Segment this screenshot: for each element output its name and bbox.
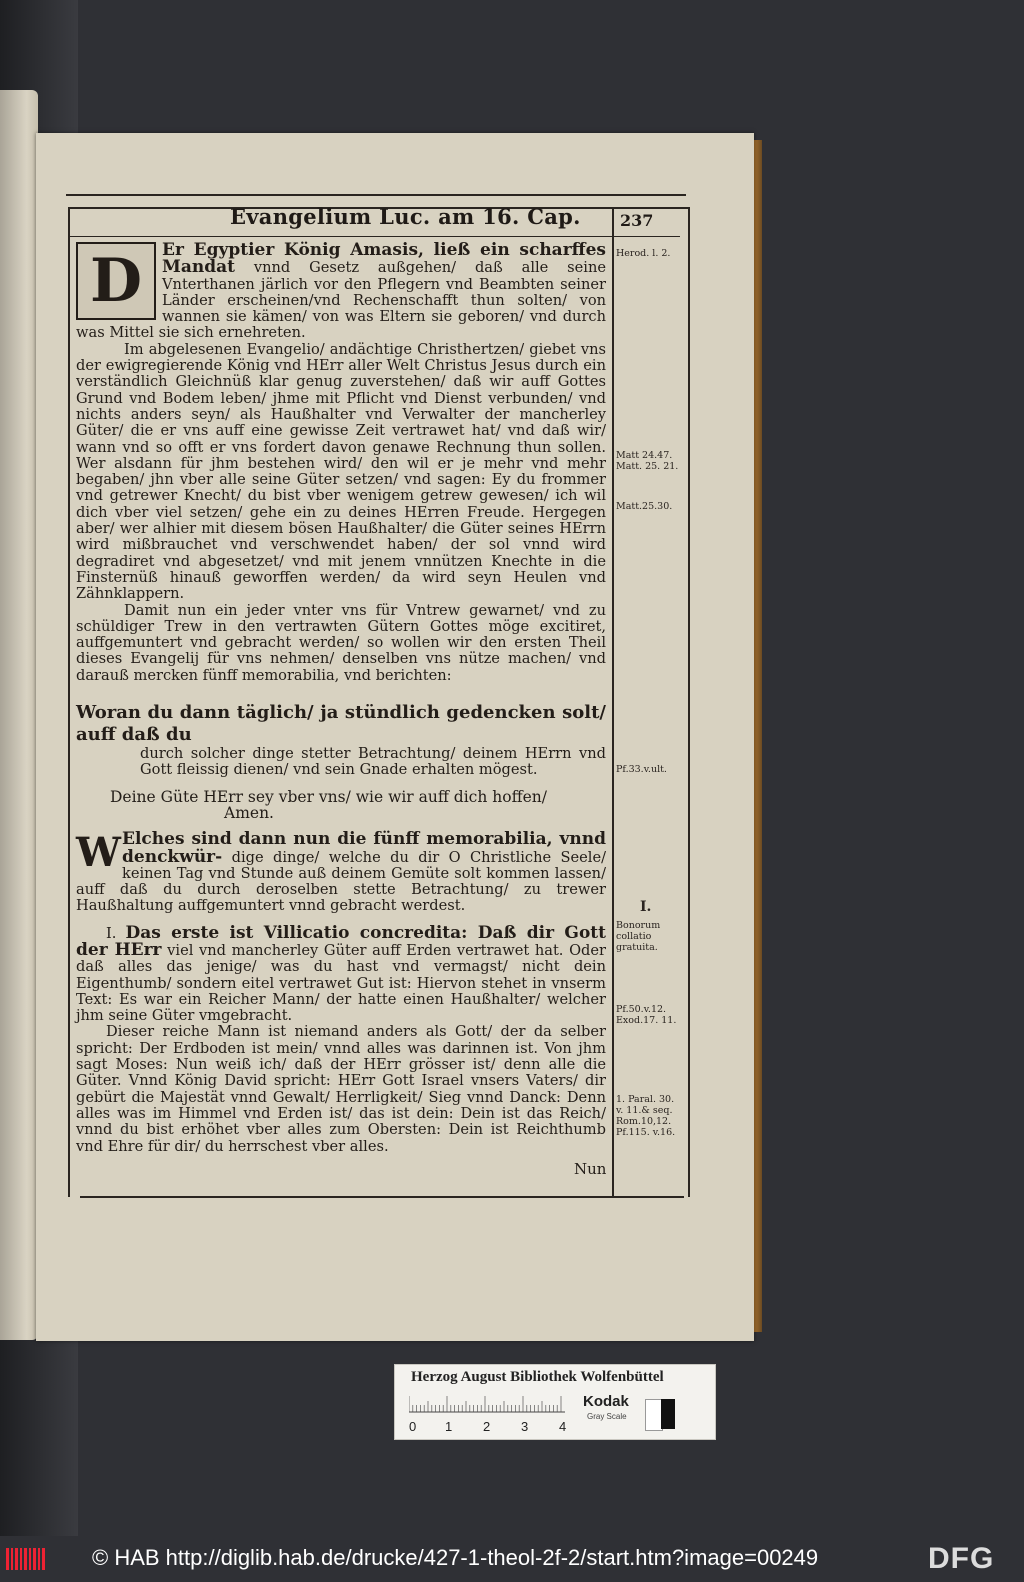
margin-note-matt-25: Matt.25.30. [616,501,673,512]
paragraph-1 [76,242,606,342]
paragraph-3: Damit nun ein jeder vnter vns für Vntrew gewarnet/ vnd zu schüldiger Trew in den vertrawten Gütern Gottes möge excitiret, auffgemuntert vnd gebracht werden/ so wollen wir den ersten Theil dieses Evangelij für vns nehmen/ denselben vns nütze machen/ vnd darauß mercken fünff memorabilia, vnd berichten: [76,601,606,684]
paragraph-5-text: viel vnd mancherley Güter auff Erden vertrawet hat. Oder daß alles das jenige/ was du hast vnd vermagst/ nicht dein Eigenthumb/ sondern eitel vertrawet Gut ist: Hiervon stehet in vnserm Text: Es war ein Reicher Mann/ der hatte einen Haußhalter/ welcher jhm seine Güter vmgebracht. [76,941,607,1025]
scale-number-0: 0 [409,1419,417,1434]
paragraph-1-text: vnnd Gesetz außgehen/ daß alle seine Vnterthanen järlich vor den Pflegern vnd Beambten seiner Länder erscheinen/vnd Rechenschafft thun solten/ von wannen sie kämen/ von was Eltern sie geboren/ vnd durch was Mittel sie sich ernehreten. [76,259,606,342]
footer-bar [0,1536,1024,1582]
paragraph-1-lead: Er Egyptier König Amasis, ließ ein scharffes Mandat [162,240,606,278]
paragraph-6: Dieser reiche Mann ist niemand anders als Gott/ der da selber spricht: Der Erdboden ist mein/ vnnd alles was darinnen ist. Von jhm sagt Moses: Nun weiß ich/ daß der HErr grösser ist/ denn alle die Güter. Vnnd König David spricht: HErr Gott Israel vnsers Vaters/ dir gebürt die Majestät vnnd Gewalt/ Herrligkeit/ Sieg vnnd Danck: Denn alles was im Himmel vnd Erden ist/ das ist dein: Dein ist das Reich/ vnnd du bist erhöhet vber alles zum Obersten: Dein ist Reichthumb vnd Ehre für dir/ du herrschest vber alles. [76,1023,606,1155]
item-number: I. [106,924,117,942]
barcode-logo-icon [6,1546,46,1572]
scale-number-3: 3 [521,1419,529,1434]
paragraph-5-lead: Das erste ist Villicatio concredita: Daß dir Gott der HErr [76,922,606,960]
scale-number-4: 4 [559,1419,567,1434]
catchword: Nun [574,1160,607,1178]
black-swatch [661,1399,675,1429]
margin-note-herod: Herod. l. 2. [616,248,671,259]
paragraph-2: Im abgelesenen Evangelio/ andächtige Christhertzen/ giebet vns der ewigregierende König vnd HErr aller Welt Christus Jesus durch ein verständlich Gleichnüß klar genug zuverstehen/ daß wir auff Gottes Grund vnd Bodem leben/ jhme mit Pflicht vnd Dienst verbunden/ vnd nichts anders seyn/ als Haußhalter vnd Verwalter der mancherley Güter/ die er vns auff eine gewisse Zeit vertrawet hat/ vnd daß wir/ wann vnd so offt er vns fordert davon genawe Rechnung thun sollen. Wer alsdann für jhm bestehen wird/ den wil er je mehr vnd mehr begaben/ jhn vber alle seine Güter setzen/ vnd sagen: Ey du frommer vnd getrewer Knecht/ du bist vber wenigem getrew gewesen/ ich wil dich vber viel setzen/ gehe ein zu deines HErren Freude. Hergegen aber/ wer alhier mit diesem bösen Haußhalter/ die Güter seines HErrn wird mißbrauchet vnd verschwendet haben/ der sol vnnd wird degradiret vnd abgesetzet/ vnd mit jenem vnnützen Knechte in die Finsternüß hinauß geworffen werden/ da wird seyn Heulen vnd Zähnklappern. [76,340,606,603]
kodak-logo: Kodak [583,1393,629,1410]
running-head: Evangelium Luc. am 16. Cap. [230,204,581,229]
section-heading: Woran du dann täglich/ ja stündlich gedencken solt/ auff daß du [76,702,606,746]
library-label: Herzog August Bibliothek Wolfenbüttel [411,1369,664,1385]
dfg-logo: DFG [928,1542,995,1575]
top-rule [66,194,686,196]
header-rule [68,236,680,237]
kodak-gray-scale-card [394,1364,716,1440]
ruler-scale [409,1395,565,1413]
margin-note-ps-33: Pf.33.v.ult. [616,764,667,775]
margin-note-ps-50: Pf.50.v.12. Exod.17. 11. [616,1004,677,1026]
bottom-rule [80,1196,684,1198]
verse-line-1: Deine Güte HErr sey vber vns/ wie wir auff dich hoffen/ [110,787,547,806]
margin-note-bonorum: Bonorum collatio gratuita. [616,920,661,953]
paragraph-4 [76,831,606,914]
copyright-url[interactable]: © HAB http://diglib.hab.de/drucke/427-1-theol-2f-2/start.htm?image=00249 [92,1545,819,1570]
decorated-initial: D [76,242,156,320]
gray-scale-label: Gray Scale [587,1412,627,1421]
margin-note-numeral: I. [640,899,652,915]
margin-column-frame [612,207,690,1197]
paragraph-4-lead: Elches sind dann nun die fünff memorabilia, vnnd denckwür- [122,829,606,867]
scale-number-1: 1 [445,1419,453,1434]
paragraph-4-text: dige dinge/ welche du dir O Christliche Seele/ keinen Tag vnd Stunde auß deinem Gemüte solt kommen lassen/ auff daß du durch deroselben stette Betrachtung/ zu trewer Haußhaltung auffgemuntert vnnd gebracht werdest. [76,848,606,915]
margin-note-paral: 1. Paral. 30. v. 11.& seq. Rom.10,12. Pf.115. v.16. [616,1094,676,1138]
previous-page-edge [0,90,38,1340]
section-heading-continuation: durch solcher dinge stetter Betrachtung/ deinem HErrn vnd Gott fleissig dienen/ vnd sein Gnade erhalten mögest. [140,745,606,779]
margin-note-matt-24: Matt 24.47. Matt. 25. 21. [616,450,679,472]
verse-line-2: Amen. [224,803,274,822]
page-number: 237 [620,211,654,230]
paragraph-5 [76,922,607,1025]
main-text-column [76,242,606,1155]
initial-w: W [76,829,121,877]
scale-number-2: 2 [483,1419,491,1434]
